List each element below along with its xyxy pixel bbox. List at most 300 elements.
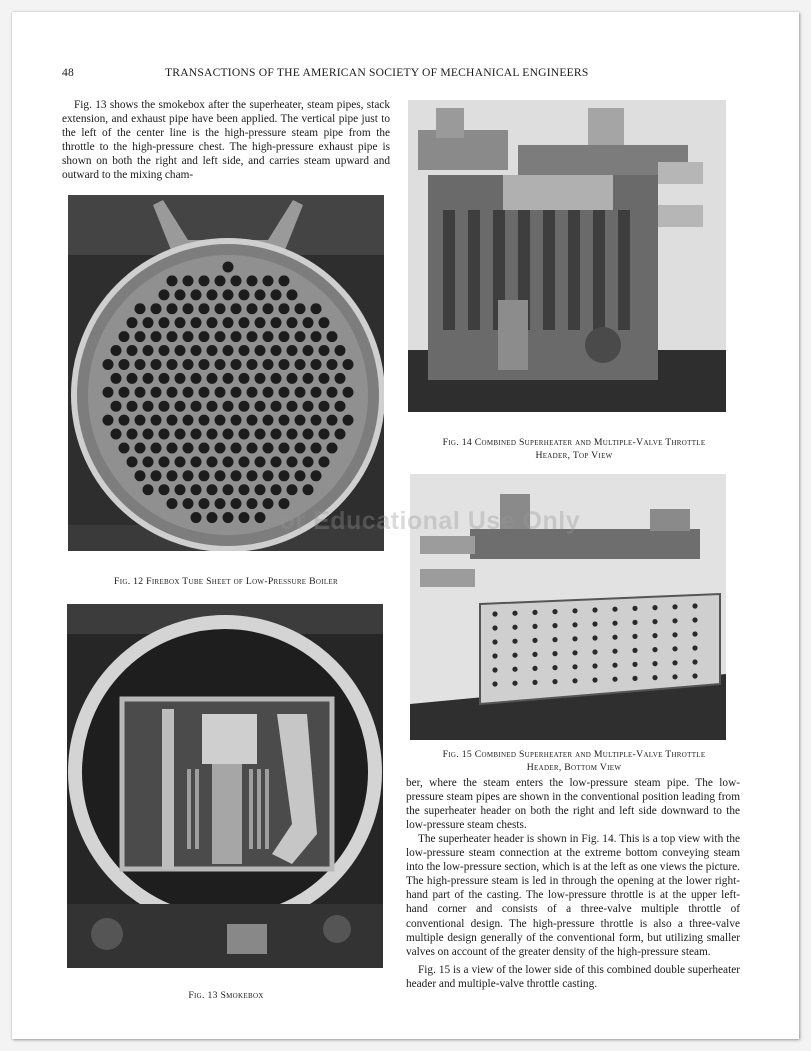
figure-14-caption [402, 436, 746, 462]
tube-hole [199, 498, 210, 509]
tube-hole [223, 401, 234, 412]
tube-hole [303, 317, 314, 328]
tube-hole [279, 470, 290, 481]
header-hole [632, 648, 637, 653]
header-hole [492, 611, 497, 616]
tube-hole [279, 415, 290, 426]
tube-hole [223, 456, 234, 467]
tube-hole [239, 317, 250, 328]
header-top-view-image [408, 100, 726, 412]
header-hole [632, 620, 637, 625]
header-hole [492, 667, 497, 672]
tube-hole [287, 484, 298, 495]
tube-hole [271, 345, 282, 356]
tube-hole [239, 484, 250, 495]
header-hole [552, 623, 557, 628]
tube-hole [279, 442, 290, 453]
tube-hole [207, 512, 218, 523]
header-hole [592, 663, 597, 668]
tube-hole [255, 429, 266, 440]
tube-hole [287, 429, 298, 440]
tube-hole [311, 359, 322, 370]
header-hole [692, 617, 697, 622]
tube-hole [263, 442, 274, 453]
tube-hole [247, 387, 258, 398]
tube-hole [223, 373, 234, 384]
tube-hole [287, 345, 298, 356]
tube-hole [271, 429, 282, 440]
tube-hole [247, 359, 258, 370]
header-hole [692, 659, 697, 664]
header-hole [672, 632, 677, 637]
tube-hole [303, 373, 314, 384]
tube-hole [239, 289, 250, 300]
header-hole [672, 646, 677, 651]
tube-hole [119, 415, 130, 426]
tube-hole [231, 387, 242, 398]
tube-hole [151, 331, 162, 342]
header-hole [652, 647, 657, 652]
tube-hole [263, 470, 274, 481]
tube-hole [271, 289, 282, 300]
header-hole [532, 624, 537, 629]
tube-hole [231, 442, 242, 453]
tube-hole [207, 456, 218, 467]
tube-hole [191, 512, 202, 523]
tube-hole [135, 470, 146, 481]
tube-hole [215, 498, 226, 509]
tube-hole [167, 470, 178, 481]
tube-hole [271, 484, 282, 495]
tube-hole [183, 442, 194, 453]
smokebox-image [67, 604, 383, 968]
header-hole [552, 665, 557, 670]
tube-hole [311, 415, 322, 426]
tube-hole [231, 359, 242, 370]
tube-hole [303, 484, 314, 495]
header-hole [652, 619, 657, 624]
tube-hole [255, 289, 266, 300]
tube-hole [191, 401, 202, 412]
tube-hole [111, 401, 122, 412]
tube-hole [119, 442, 130, 453]
watermark: For Educational Use Only [263, 507, 581, 535]
tube-hole [303, 345, 314, 356]
tube-hole [327, 331, 338, 342]
tube-hole [335, 373, 346, 384]
tube-hole [271, 317, 282, 328]
tube-hole [263, 275, 274, 286]
header-hole [512, 653, 517, 658]
tube-hole [223, 345, 234, 356]
tube-hole [135, 442, 146, 453]
header-hole [572, 622, 577, 627]
tube-hole [175, 484, 186, 495]
tube-hole [103, 359, 114, 370]
tube-hole [167, 303, 178, 314]
tube-hole [215, 331, 226, 342]
tube-hole [311, 470, 322, 481]
tube-hole [159, 401, 170, 412]
figure-15-photo [410, 474, 726, 740]
tube-hole [263, 303, 274, 314]
header-hole [672, 604, 677, 609]
tube-hole [319, 317, 330, 328]
tube-hole [255, 512, 266, 523]
tube-hole [279, 359, 290, 370]
tube-hole [239, 373, 250, 384]
tube-hole [207, 289, 218, 300]
tube-hole [327, 415, 338, 426]
tube-hole [223, 429, 234, 440]
tube-hole [279, 498, 290, 509]
header-bottom-view-image [410, 474, 726, 740]
tube-hole [215, 442, 226, 453]
tube-hole [119, 387, 130, 398]
tube-hole [215, 275, 226, 286]
header-hole [692, 645, 697, 650]
tube-hole [119, 359, 130, 370]
tube-hole [255, 373, 266, 384]
document-page [12, 12, 799, 1039]
header-hole [512, 625, 517, 630]
page-header [12, 66, 799, 84]
header-hole [632, 634, 637, 639]
tube-hole [199, 359, 210, 370]
tube-hole [295, 387, 306, 398]
tube-hole [135, 303, 146, 314]
header-hole [592, 649, 597, 654]
tube-hole [199, 415, 210, 426]
header-hole [652, 605, 657, 610]
tube-hole [183, 470, 194, 481]
tube-hole [295, 442, 306, 453]
header-hole [632, 662, 637, 667]
tube-hole [343, 359, 354, 370]
tube-hole [159, 456, 170, 467]
tube-hole [231, 498, 242, 509]
tube-hole [215, 470, 226, 481]
tube-hole [215, 415, 226, 426]
tube-hole [207, 373, 218, 384]
tube-hole [295, 303, 306, 314]
tube-hole [335, 345, 346, 356]
tube-hole [167, 275, 178, 286]
tube-hole [255, 484, 266, 495]
tube-hole [207, 317, 218, 328]
header-hole [692, 673, 697, 678]
header-hole [572, 650, 577, 655]
header-hole [492, 653, 497, 658]
tube-hole [327, 442, 338, 453]
tube-hole [263, 387, 274, 398]
tube-hole [271, 401, 282, 412]
header-hole [572, 664, 577, 669]
tube-hole [263, 415, 274, 426]
tube-hole [311, 331, 322, 342]
tube-hole [247, 442, 258, 453]
tube-hole [295, 415, 306, 426]
tube-hole [175, 373, 186, 384]
tube-hole [271, 456, 282, 467]
tube-hole [327, 387, 338, 398]
figure-12-caption: Fig. 12 Firebox Tube Sheet of Low-Pressure Boiler [114, 576, 338, 587]
tube-hole [159, 345, 170, 356]
figure-13-photo [67, 604, 383, 968]
header-hole [592, 635, 597, 640]
figure-14-photo [408, 100, 726, 412]
tube-hole [175, 429, 186, 440]
header-hole [612, 663, 617, 668]
tube-hole [135, 387, 146, 398]
tube-hole [231, 470, 242, 481]
tube-hole [183, 359, 194, 370]
tube-hole [335, 429, 346, 440]
tube-hole [127, 373, 138, 384]
tube-hole [279, 387, 290, 398]
tube-hole [319, 429, 330, 440]
header-hole [592, 677, 597, 682]
tube-hole [279, 331, 290, 342]
tube-hole [231, 303, 242, 314]
header-hole [612, 649, 617, 654]
tube-hole [183, 275, 194, 286]
tube-hole [239, 401, 250, 412]
tube-hole [103, 387, 114, 398]
tube-hole [191, 456, 202, 467]
tube-hole [119, 331, 130, 342]
tube-hole [319, 456, 330, 467]
tube-hole [239, 456, 250, 467]
tube-hole [127, 345, 138, 356]
header-hole [532, 638, 537, 643]
tube-hole [279, 303, 290, 314]
tube-hole [111, 429, 122, 440]
header-hole [692, 631, 697, 636]
tube-hole [111, 345, 122, 356]
tube-hole [175, 317, 186, 328]
tube-hole [223, 317, 234, 328]
header-hole [552, 609, 557, 614]
header-hole [532, 610, 537, 615]
tube-hole [207, 484, 218, 495]
tube-hole [167, 387, 178, 398]
header-hole [672, 674, 677, 679]
body-paragraph-right-3: Fig. 15 is a view of the lower side of this combined double superheater header and multiple-valve throttle casting. [406, 964, 740, 991]
tube-hole [223, 262, 234, 273]
tube-hole [295, 359, 306, 370]
tube-hole [343, 387, 354, 398]
header-hole [572, 608, 577, 613]
tube-hole [231, 331, 242, 342]
figure-14-caption-line-1: Fig. 14 Combined Superheater and Multiple-Valve Throttle [442, 437, 706, 448]
tube-hole [167, 359, 178, 370]
tube-hole [215, 359, 226, 370]
tube-hole [183, 498, 194, 509]
tube-hole [247, 275, 258, 286]
tube-hole [223, 512, 234, 523]
tube-hole [143, 429, 154, 440]
header-hole [572, 636, 577, 641]
tube-sheet-image [68, 195, 384, 551]
figure-15-caption-line-2: Header, Bottom View [526, 762, 622, 773]
header-hole [512, 639, 517, 644]
tube-hole [255, 456, 266, 467]
tube-hole [295, 470, 306, 481]
tube-hole [191, 289, 202, 300]
header-hole [652, 633, 657, 638]
tube-hole [143, 345, 154, 356]
tube-hole [271, 373, 282, 384]
tube-hole [143, 456, 154, 467]
tube-hole [127, 429, 138, 440]
tube-hole [199, 331, 210, 342]
body-paragraph-left: Fig. 13 shows the smokebox after the superheater, steam pipes, stack extension, and exhaust pipe have been applied. The vertical pipe just to the left of the center line is the high-pressure steam pipe from the throttle to the high-pressure chest. The high-pressure exhaust pipe is shown on both the right and left side, and carries steam upward and outward to the mixing cham- [62, 99, 390, 182]
tube-hole [311, 442, 322, 453]
header-hole [652, 675, 657, 680]
header-hole [512, 681, 517, 686]
tube-hole [191, 484, 202, 495]
tube-hole [199, 387, 210, 398]
tube-hole [191, 345, 202, 356]
tube-hole [223, 289, 234, 300]
tube-hole [231, 275, 242, 286]
tube-hole [135, 359, 146, 370]
tube-hole [311, 303, 322, 314]
tube-hole [327, 359, 338, 370]
tube-hole [263, 498, 274, 509]
tube-hole [223, 484, 234, 495]
tube-hole [263, 331, 274, 342]
tube-hole [247, 303, 258, 314]
tube-hole [175, 456, 186, 467]
tube-hole [199, 303, 210, 314]
tube-hole [127, 317, 138, 328]
tube-hole [151, 442, 162, 453]
tube-hole [287, 289, 298, 300]
tube-hole [151, 415, 162, 426]
tube-hole [143, 373, 154, 384]
tube-hole [239, 512, 250, 523]
tube-hole [167, 415, 178, 426]
header-hole [552, 679, 557, 684]
body-paragraph-right-2: The superheater header is shown in Fig. 14. This is a top view with the low-pressure steam connection at the extreme bottom conveying steam into the low-pressure section, which is at the left as one views the picture. The high-pressure steam is led in through the opening at the lower right-hand part of the casting. The low-pressure throttle is at the upper left-hand corner and consists of a three-valve multiple throttle of conventional design. The high-pressure throttle is also a three-valve multiple design generally of the conventional form, but utilizing smaller valves on account of the greater density of the high-pressure steam. [406, 833, 740, 958]
tube-hole [303, 401, 314, 412]
tube-hole [167, 442, 178, 453]
tube-hole [175, 345, 186, 356]
tube-hole [183, 331, 194, 342]
tube-hole [159, 429, 170, 440]
tube-hole [111, 373, 122, 384]
tube-hole [143, 401, 154, 412]
tube-hole [151, 359, 162, 370]
tube-hole [239, 429, 250, 440]
tube-hole [207, 345, 218, 356]
header-hole [512, 611, 517, 616]
header-hole [612, 607, 617, 612]
tube-hole [159, 373, 170, 384]
tube-hole [343, 415, 354, 426]
tube-hole [175, 289, 186, 300]
tube-hole [255, 317, 266, 328]
tube-hole [159, 317, 170, 328]
tube-hole [199, 470, 210, 481]
header-hole [512, 667, 517, 672]
tube-hole [287, 317, 298, 328]
header-hole [612, 621, 617, 626]
header-hole [532, 652, 537, 657]
header-hole [532, 666, 537, 671]
header-hole [612, 677, 617, 682]
tube-hole [287, 456, 298, 467]
tube-hole [207, 429, 218, 440]
tube-hole [215, 303, 226, 314]
tube-hole [151, 303, 162, 314]
tube-hole [303, 429, 314, 440]
tube-hole [295, 331, 306, 342]
tube-hole [127, 401, 138, 412]
header-hole [652, 661, 657, 666]
header-hole [592, 621, 597, 626]
tube-hole [311, 387, 322, 398]
tube-hole [215, 387, 226, 398]
tube-hole [247, 415, 258, 426]
running-head: TRANSACTIONS OF THE AMERICAN SOCIETY OF MECHANICAL ENGINEERS [165, 66, 589, 79]
figure-13-caption: Fig. 13 Smokebox [188, 990, 264, 1001]
tube-hole [247, 498, 258, 509]
tube-hole [103, 415, 114, 426]
tube-hole [319, 373, 330, 384]
header-hole [492, 625, 497, 630]
tube-hole [191, 429, 202, 440]
tube-hole [319, 345, 330, 356]
tube-hole [231, 415, 242, 426]
tube-hole [183, 303, 194, 314]
tube-hole [143, 484, 154, 495]
tube-hole [287, 373, 298, 384]
tube-hole [239, 345, 250, 356]
tube-hole [255, 345, 266, 356]
figure-15-caption [402, 748, 746, 774]
header-hole [572, 678, 577, 683]
header-hole [632, 676, 637, 681]
header-hole [492, 639, 497, 644]
header-hole [532, 680, 537, 685]
header-hole [612, 635, 617, 640]
figure-14-caption-line-2: Header, Top View [535, 450, 613, 461]
tube-hole [199, 275, 210, 286]
header-hole [672, 618, 677, 623]
tube-hole [287, 401, 298, 412]
tube-hole [199, 442, 210, 453]
header-hole [552, 637, 557, 642]
tube-hole [135, 415, 146, 426]
page-number: 48 [62, 66, 74, 79]
tube-hole [335, 401, 346, 412]
tube-hole [263, 359, 274, 370]
tube-hole [247, 331, 258, 342]
tube-hole [127, 456, 138, 467]
tube-hole [143, 317, 154, 328]
tube-hole [303, 456, 314, 467]
tube-hole [151, 470, 162, 481]
header-hole [632, 606, 637, 611]
tube-hole [167, 331, 178, 342]
tube-hole [247, 470, 258, 481]
tube-hole [151, 387, 162, 398]
tube-hole [207, 401, 218, 412]
figure-15-caption-line-1: Fig. 15 Combined Superheater and Multiple-Valve Throttle [442, 749, 706, 760]
